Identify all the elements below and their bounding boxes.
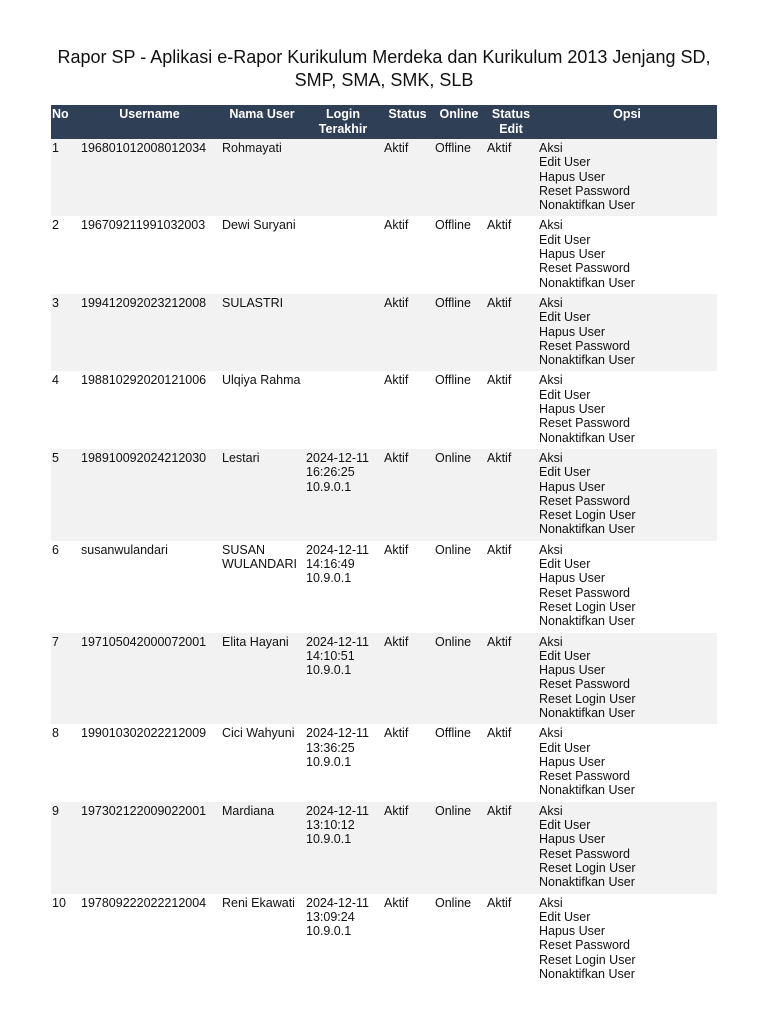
- cell-online: Offline: [433, 724, 485, 801]
- opsi-hapus-user-link[interactable]: Hapus User: [539, 324, 605, 339]
- cell-nama-user: [220, 724, 304, 801]
- cell-status-edit: Aktif: [485, 633, 537, 725]
- cell-username: 197809222022212004: [79, 894, 220, 986]
- cell-nama-user: [220, 139, 304, 216]
- cell-nama-user: [220, 216, 304, 293]
- login-time: 14:16:49: [306, 557, 355, 572]
- cell-online: Online: [433, 633, 485, 725]
- opsi-edit-user-link[interactable]: Edit User: [539, 909, 591, 924]
- cell-no: 3: [51, 294, 79, 371]
- table-row: [51, 802, 717, 894]
- cell-no: 10: [51, 894, 79, 986]
- opsi-hapus-user-link[interactable]: Hapus User: [539, 924, 605, 939]
- login-date: 2024-12-11: [306, 450, 370, 465]
- table-header: [51, 105, 717, 139]
- login-date: 2024-12-11: [306, 803, 370, 818]
- cell-username: 198810292020121006: [79, 371, 220, 448]
- opsi-edit-user-link[interactable]: Edit User: [539, 818, 591, 833]
- page-title: Rapor SP - Aplikasi e-Rapor Kurikulum Merdeka dan Kurikulum 2013 Jenjang SD, SMP, SMA, SMK, SLB: [57, 47, 711, 90]
- opsi-hapus-user-link[interactable]: Hapus User: [539, 832, 605, 847]
- opsi-aksi-link[interactable]: Aksi: [539, 726, 563, 741]
- cell-online: Offline: [433, 371, 485, 448]
- opsi-nonaktifkan-user-link[interactable]: Nonaktifkan User: [539, 783, 635, 798]
- nama-user-text: SUSAN WULANDARI: [222, 542, 298, 572]
- cell-opsi: [537, 802, 717, 894]
- nama-user-text: Mardiana: [222, 803, 275, 818]
- table-row: [51, 449, 717, 541]
- cell-status: Aktif: [382, 449, 433, 541]
- cell-status: Aktif: [382, 894, 433, 986]
- opsi-aksi-link[interactable]: Aksi: [539, 803, 563, 818]
- header-no: No: [51, 105, 79, 139]
- nama-user-text: Elita Hayani: [222, 634, 289, 649]
- header-online: Online: [433, 105, 485, 139]
- opsi-reset-password-link[interactable]: Reset Password: [539, 938, 631, 953]
- header-login-line-1: Login: [325, 107, 360, 121]
- opsi-reset-login-user-link[interactable]: Reset Login User: [539, 691, 636, 706]
- opsi-aksi-link[interactable]: Aksi: [539, 542, 563, 557]
- cell-status-edit: Aktif: [485, 802, 537, 894]
- cell-nama-user: [220, 541, 304, 633]
- nama-user-text: Cici Wahyuni: [222, 726, 295, 741]
- cell-username: 199010302022212009: [79, 724, 220, 801]
- opsi-reset-password-link[interactable]: Reset Password: [539, 846, 631, 861]
- nama-user-text: Lestari: [222, 450, 260, 465]
- opsi-reset-password-link[interactable]: Reset Password: [539, 769, 631, 784]
- table-row: [51, 541, 717, 633]
- cell-opsi: [537, 139, 717, 216]
- opsi-reset-password-link[interactable]: Reset Password: [539, 338, 631, 353]
- cell-opsi: [537, 449, 717, 541]
- opsi-hapus-user-link[interactable]: Hapus User: [539, 169, 605, 184]
- table-row: [51, 294, 717, 371]
- table-body: [51, 139, 717, 985]
- table-row: [51, 633, 717, 725]
- header-opsi: Opsi: [537, 105, 717, 139]
- cell-online: Offline: [433, 294, 485, 371]
- login-time: 13:09:24: [306, 909, 355, 924]
- header-status-edit: [485, 105, 537, 139]
- opsi-nonaktifkan-user-link[interactable]: Nonaktifkan User: [539, 430, 635, 445]
- nama-user-text: Ulqiya Rahma: [222, 373, 301, 388]
- cell-login-terakhir: [304, 449, 382, 541]
- cell-login-terakhir: [304, 294, 382, 371]
- opsi-edit-user-link[interactable]: Edit User: [539, 557, 591, 572]
- opsi-hapus-user-link[interactable]: Hapus User: [539, 402, 605, 417]
- cell-nama-user: [220, 633, 304, 725]
- opsi-hapus-user-link[interactable]: Hapus User: [539, 247, 605, 262]
- opsi-reset-password-link[interactable]: Reset Password: [539, 493, 631, 508]
- cell-login-terakhir: [304, 802, 382, 894]
- login-ip: 10.9.0.1: [306, 479, 352, 494]
- opsi-aksi-link[interactable]: Aksi: [539, 141, 563, 155]
- opsi-edit-user-link[interactable]: Edit User: [539, 740, 591, 755]
- cell-online: Online: [433, 541, 485, 633]
- header-login-terakhir: [304, 105, 382, 139]
- nama-user-text: Rohmayati: [222, 141, 282, 155]
- cell-no: 1: [51, 139, 79, 216]
- cell-online: Online: [433, 449, 485, 541]
- cell-nama-user: [220, 894, 304, 986]
- login-ip: 10.9.0.1: [306, 832, 352, 847]
- opsi-nonaktifkan-user-link[interactable]: Nonaktifkan User: [539, 353, 635, 368]
- login-ip: 10.9.0.1: [306, 754, 352, 769]
- login-date: 2024-12-11: [306, 542, 370, 557]
- cell-nama-user: [220, 449, 304, 541]
- table-row: [51, 724, 717, 801]
- opsi-reset-password-link[interactable]: Reset Password: [539, 416, 631, 431]
- header-status: Status: [382, 105, 433, 139]
- opsi-reset-password-link[interactable]: Reset Password: [539, 585, 631, 600]
- login-date: 2024-12-11: [306, 895, 370, 910]
- opsi-hapus-user-link[interactable]: Hapus User: [539, 571, 605, 586]
- cell-opsi: [537, 294, 717, 371]
- opsi-aksi-link[interactable]: Aksi: [539, 295, 563, 310]
- cell-no: 2: [51, 216, 79, 293]
- opsi-reset-login-user-link[interactable]: Reset Login User: [539, 508, 636, 523]
- cell-username: 196801012008012034: [79, 139, 220, 216]
- opsi-nonaktifkan-user-link[interactable]: Nonaktifkan User: [539, 875, 635, 890]
- cell-username: 197105042000072001: [79, 633, 220, 725]
- cell-status-edit: Aktif: [485, 724, 537, 801]
- cell-online: Offline: [433, 139, 485, 216]
- login-time: 16:26:25: [306, 465, 355, 480]
- cell-username: susanwulandari: [79, 541, 220, 633]
- login-time: 13:36:25: [306, 740, 355, 755]
- login-date: 2024-12-11: [306, 634, 370, 649]
- table-row: [51, 139, 717, 216]
- cell-login-terakhir: [304, 541, 382, 633]
- opsi-nonaktifkan-user-link[interactable]: Nonaktifkan User: [539, 967, 635, 982]
- header-login-line-2: Terakhir: [318, 122, 368, 136]
- opsi-nonaktifkan-user-link[interactable]: Nonaktifkan User: [539, 614, 635, 629]
- login-ip: 10.9.0.1: [306, 924, 352, 939]
- cell-no: 6: [51, 541, 79, 633]
- opsi-edit-user-link[interactable]: Edit User: [539, 310, 591, 325]
- nama-user-text: SULASTRI: [222, 295, 284, 310]
- cell-online: Online: [433, 802, 485, 894]
- login-date: 2024-12-11: [306, 726, 370, 741]
- cell-status-edit: Aktif: [485, 541, 537, 633]
- nama-user-text: Dewi Suryani: [222, 218, 296, 233]
- opsi-reset-login-user-link[interactable]: Reset Login User: [539, 952, 636, 967]
- cell-opsi: [537, 894, 717, 986]
- cell-no: 9: [51, 802, 79, 894]
- cell-login-terakhir: [304, 894, 382, 986]
- cell-opsi: [537, 541, 717, 633]
- cell-status-edit: Aktif: [485, 294, 537, 371]
- cell-status-edit: Aktif: [485, 216, 537, 293]
- opsi-hapus-user-link[interactable]: Hapus User: [539, 663, 605, 678]
- cell-login-terakhir: [304, 724, 382, 801]
- opsi-aksi-link[interactable]: Aksi: [539, 895, 563, 910]
- opsi-edit-user-link[interactable]: Edit User: [539, 648, 591, 663]
- cell-status: Aktif: [382, 541, 433, 633]
- header-status-edit-line-1: Status: [491, 107, 531, 121]
- opsi-reset-password-link[interactable]: Reset Password: [539, 677, 631, 692]
- cell-no: 5: [51, 449, 79, 541]
- cell-opsi: [537, 371, 717, 448]
- login-ip: 10.9.0.1: [306, 571, 352, 586]
- cell-status-edit: Aktif: [485, 894, 537, 986]
- cell-login-terakhir: [304, 633, 382, 725]
- cell-status-edit: Aktif: [485, 139, 537, 216]
- cell-online: Offline: [433, 216, 485, 293]
- cell-login-terakhir: [304, 371, 382, 448]
- opsi-aksi-link[interactable]: Aksi: [539, 450, 563, 465]
- nama-user-text: Reni Ekawati: [222, 895, 295, 910]
- opsi-reset-login-user-link[interactable]: Reset Login User: [539, 599, 636, 614]
- table-row: [51, 371, 717, 448]
- login-time: 14:10:51: [306, 648, 355, 663]
- table-row: [51, 894, 717, 986]
- opsi-hapus-user-link[interactable]: Hapus User: [539, 479, 605, 494]
- cell-username: 199412092023212008: [79, 294, 220, 371]
- opsi-reset-password-link[interactable]: Reset Password: [539, 183, 631, 198]
- opsi-aksi-link[interactable]: Aksi: [539, 218, 563, 233]
- opsi-edit-user-link[interactable]: Edit User: [539, 232, 591, 247]
- user-table: [51, 105, 717, 985]
- cell-opsi: [537, 216, 717, 293]
- cell-online: Online: [433, 894, 485, 986]
- opsi-edit-user-link[interactable]: Edit User: [539, 387, 591, 402]
- cell-status: Aktif: [382, 139, 433, 216]
- cell-login-terakhir: [304, 139, 382, 216]
- cell-no: 4: [51, 371, 79, 448]
- opsi-aksi-link[interactable]: Aksi: [539, 373, 563, 388]
- cell-opsi: [537, 633, 717, 725]
- opsi-nonaktifkan-user-link[interactable]: Nonaktifkan User: [539, 198, 635, 213]
- opsi-edit-user-link[interactable]: Edit User: [539, 155, 591, 170]
- header-username: Username: [79, 105, 220, 139]
- cell-username: 197302122009022001: [79, 802, 220, 894]
- header-nama-user: Nama User: [220, 105, 304, 139]
- opsi-nonaktifkan-user-link[interactable]: Nonaktifkan User: [539, 522, 635, 537]
- cell-status: Aktif: [382, 724, 433, 801]
- login-time: 13:10:12: [306, 818, 355, 833]
- opsi-reset-login-user-link[interactable]: Reset Login User: [539, 860, 636, 875]
- opsi-nonaktifkan-user-link[interactable]: Nonaktifkan User: [539, 275, 635, 290]
- cell-login-terakhir: [304, 216, 382, 293]
- cell-status: Aktif: [382, 802, 433, 894]
- cell-status-edit: Aktif: [485, 449, 537, 541]
- opsi-edit-user-link[interactable]: Edit User: [539, 465, 591, 480]
- cell-username: 198910092024212030: [79, 449, 220, 541]
- opsi-hapus-user-link[interactable]: Hapus User: [539, 754, 605, 769]
- header-status-edit-line-2: Edit: [499, 122, 523, 136]
- cell-no: 8: [51, 724, 79, 801]
- cell-nama-user: [220, 802, 304, 894]
- cell-status: Aktif: [382, 371, 433, 448]
- login-ip: 10.9.0.1: [306, 663, 352, 678]
- table-header-row: [51, 105, 717, 139]
- cell-opsi: [537, 724, 717, 801]
- cell-username: 196709211991032003: [79, 216, 220, 293]
- opsi-reset-password-link[interactable]: Reset Password: [539, 261, 631, 276]
- cell-status: Aktif: [382, 294, 433, 371]
- cell-nama-user: [220, 294, 304, 371]
- cell-status: Aktif: [382, 216, 433, 293]
- opsi-nonaktifkan-user-link[interactable]: Nonaktifkan User: [539, 705, 635, 720]
- cell-status: Aktif: [382, 633, 433, 725]
- opsi-aksi-link[interactable]: Aksi: [539, 634, 563, 649]
- cell-status-edit: Aktif: [485, 371, 537, 448]
- cell-no: 7: [51, 633, 79, 725]
- table-row: [51, 216, 717, 293]
- cell-nama-user: [220, 371, 304, 448]
